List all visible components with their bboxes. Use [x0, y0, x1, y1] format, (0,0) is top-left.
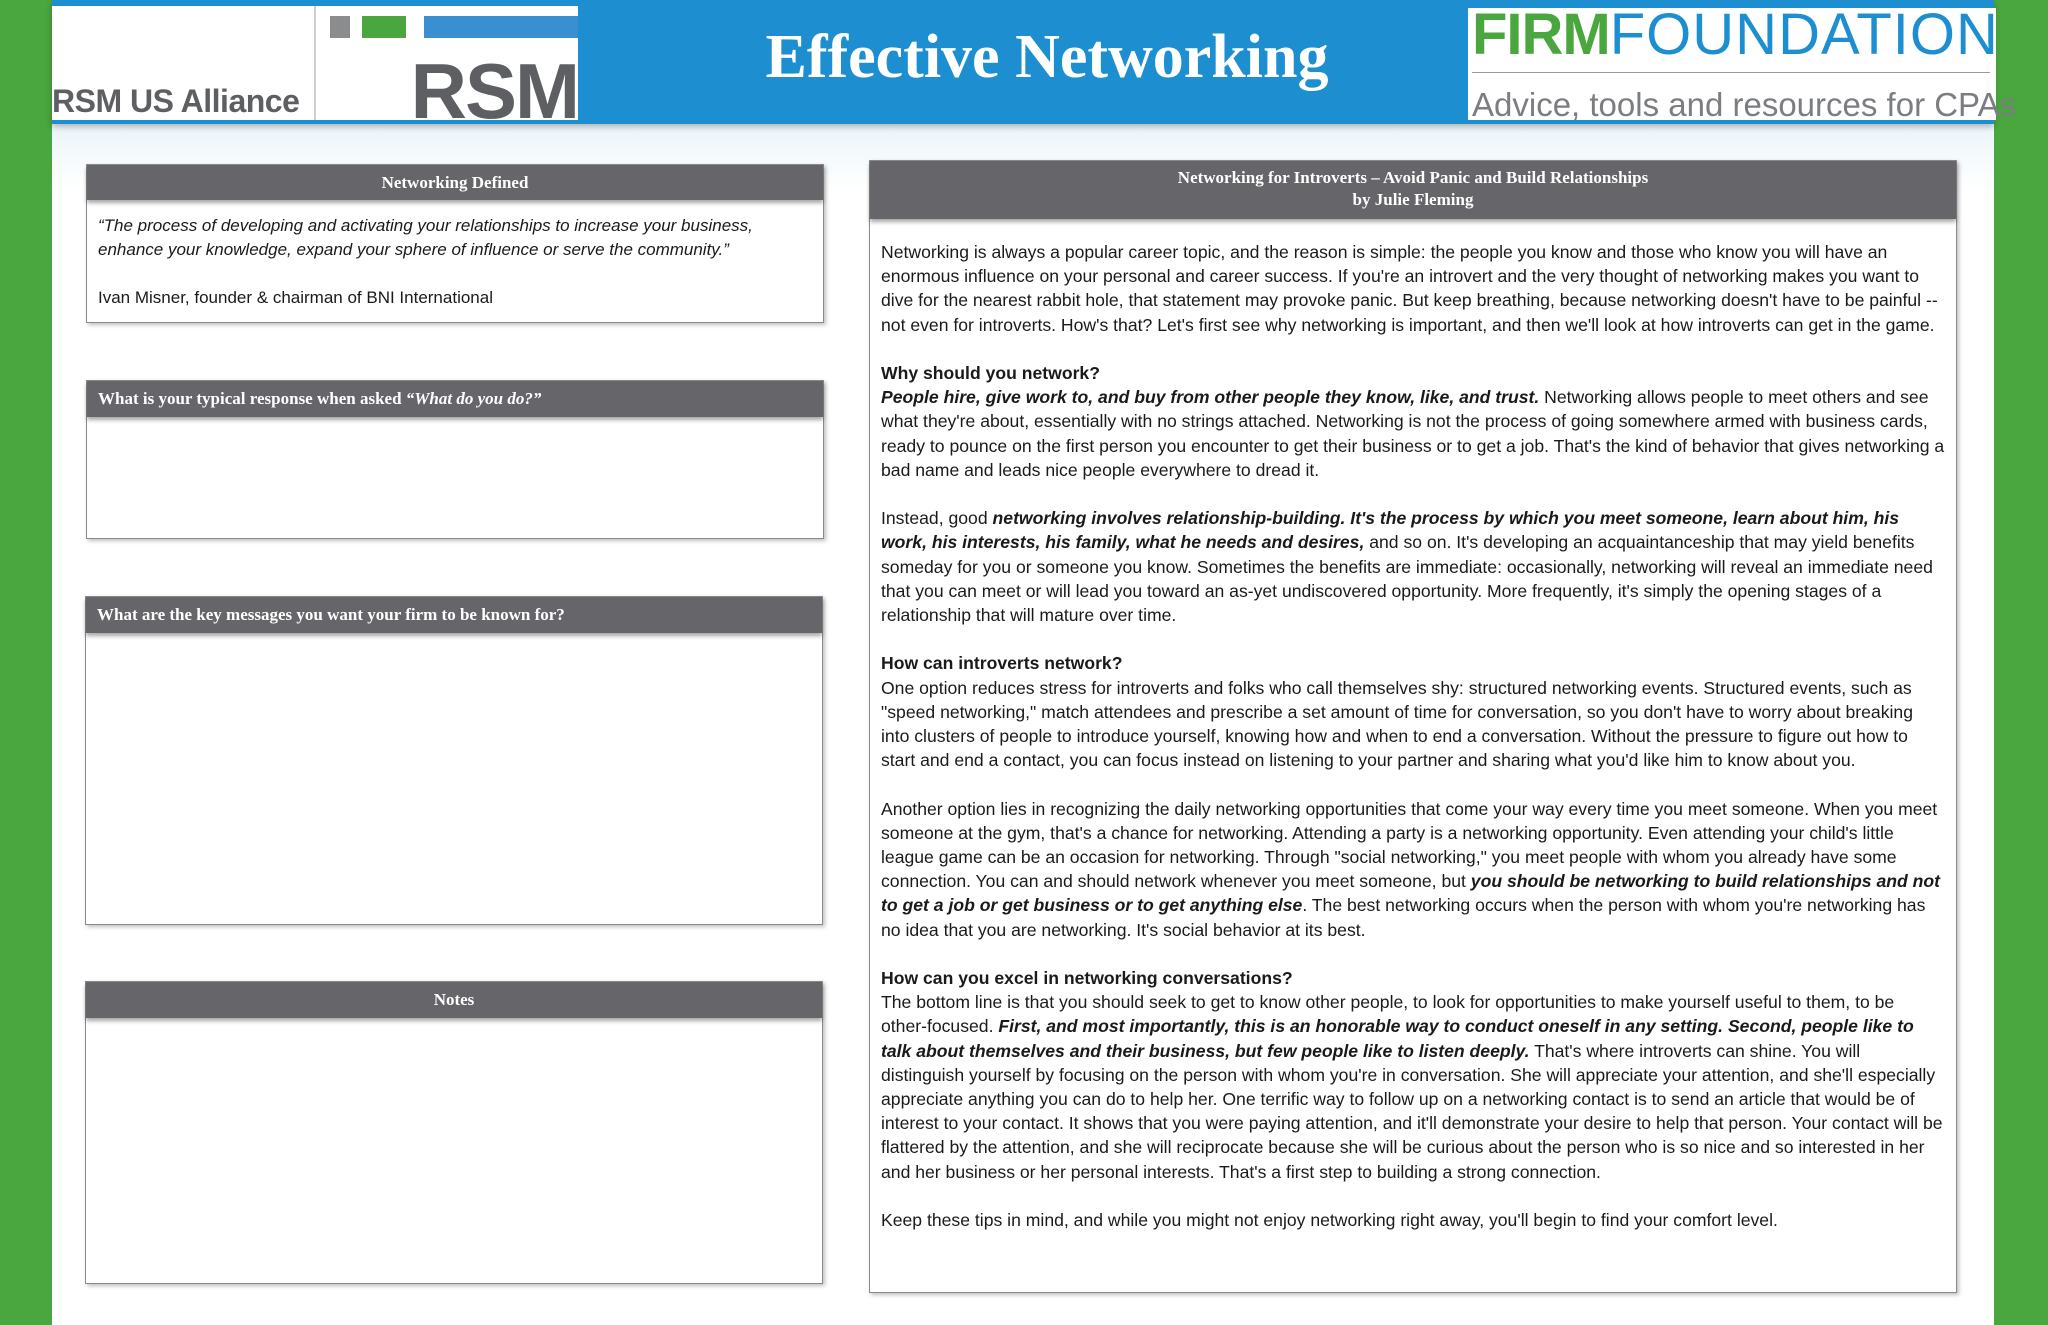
quote-attribution: Ivan Misner, founder & chairman of BNI International [98, 288, 493, 307]
rsm-us-alliance-logo [52, 6, 578, 135]
rsm-us-alliance-label: RSM US Alliance [52, 83, 300, 119]
rsm-logo-text: RSM [410, 47, 578, 135]
article-text: That's where introverts can shine. You will distinguish yourself by focusing on the person with whom you're in conversation. She will appreciate your attention, and she'll especially appreciate anything you can do to help her. One terrific way to follow up on a networking contact is to send an article that would be of interest to your contact. It shows that you were paying attention, and it'll demonstrate your desire to help that person. Your contact will be flattered by the attention, and she will reciprocate because she will be curious about the person who is so nice and so interested in her and her business or her personal interests. That's a first step to building a strong connection. [881, 1040, 1943, 1182]
article-panel [869, 160, 1957, 1293]
article-body [870, 219, 1956, 1232]
section-heading-why: Why should you network? [881, 363, 1100, 383]
article-section-why [881, 361, 1945, 482]
article-paragraph: Networking is always a popular career topic, and the reason is simple: the people you know and those who know you will have an enormous influence on your personal and career success. If you're an introvert and the very thought of networking makes you want to dive for the nearest rabbit hole, that statement may provoke panic. But keep breathing, because networking doesn't have to be painful -- not even for introverts. How's that? Let's first see why networking is important, and then we'll look at how introverts can get in the game. [881, 242, 1938, 335]
article-text: One option reduces stress for introverts and folks who call themselves shy: structured networking events. Structured events, such as "speed networking," match attendees and prescribe a set amount of time for conversation, so you don't have to worry about breaking into clusters of people to introduce yourself, knowing how and when to end a conversation. Without the pressure to figure out how to start and end a contact, you can focus instead on listening to your partner and sharing what you'd like him to know about you. [881, 677, 1913, 771]
article-paragraph [881, 506, 1945, 627]
article-byline: by Julie Fleming [1352, 190, 1474, 209]
article-text: Networking allows people to meet others and see what they're about, essentially with no strings attached. Networking is not the process of going somewhere armed with business cards, ready to pounce on the first person you encounter to get their business or to get a job. That's the kind of behavior that gives networking a bad name and leads nice people everywhere to dread it. [881, 387, 1945, 480]
ff-foundation-text: FOUNDATION [1609, 2, 1999, 67]
article-text: Another option lies in recognizing the daily networking opportunities that come your way every time you meet someone. When you meet someone at the gym, that's a chance for networking. Attending a party is a networking opportunity. Even attending your child's little league game can be an occasion for networking. Through "social networking," you meet people with whom you already have some connection. You can and should network whenever you meet someone, but [881, 798, 1938, 892]
header-banner [52, 0, 2017, 135]
article-section-excel [881, 966, 1945, 1184]
typical-response-question: “What do you do?” [405, 389, 542, 408]
firm-foundation-logo [1468, 2, 2017, 123]
key-messages-header [86, 597, 822, 633]
ff-firm-text: FIRM [1472, 2, 1610, 67]
emphasis-text: you should be networking to build relationships and not to get a job or get business or to get anything else [881, 871, 1940, 916]
article-title: Networking for Introverts – Avoid Panic and Build Relationships [1177, 168, 1649, 187]
typical-response-title: What is your typical response when asked [98, 389, 406, 408]
article-text: Instead, good [881, 508, 993, 529]
typical-response-header [87, 381, 823, 417]
networking-defined-body [87, 200, 823, 324]
article-paragraph: Keep these tips in mind, and while you might not enjoy networking right away, you'll begin to find your comfort level. [881, 1210, 1778, 1231]
article-header [870, 161, 1956, 219]
networking-quote: “The process of developing and activating your relationships to increase your business, enhance your knowledge, expand your sphere of influence or serve the community.” [98, 216, 753, 259]
article-text: and so on. It's developing an acquaintanceship that may yield benefits someday for you or someone you know. Sometimes the benefits are immediate: occasionally, networking will reveal an immediate need that you can meet or will lead you toward an as-yet undiscovered opportunity. More frequently, it's simply the opening stages of a relationship that will mature over time. [881, 532, 1933, 626]
rsm-gray-square [330, 16, 350, 38]
key-messages-title: What are the key messages you want your firm to be known for? [97, 605, 565, 624]
article-text: . The best networking occurs when the person with whom you're networking has no idea that you are networking. It's social behavior at its best. [881, 895, 1926, 940]
key-messages-panel[interactable] [85, 596, 823, 925]
rsm-green-bar [362, 16, 406, 38]
notes-header [86, 982, 822, 1018]
emphasis-text: First, and most importantly, this is an honorable way to conduct oneself in any setting. Second, people like to talk about themselves and their business, but few people like to listen deeply. [881, 1016, 1914, 1061]
article-section-how [881, 651, 1945, 772]
emphasis-text: People hire, give work to, and buy from other people they know, like, and trust. [881, 387, 1540, 408]
page-title: Effective Networking [765, 23, 1329, 91]
networking-defined-panel [86, 164, 824, 323]
notes-title: Notes [433, 990, 475, 1009]
notes-panel[interactable] [85, 981, 823, 1284]
typical-response-panel[interactable] [86, 380, 824, 539]
section-heading-how: How can introverts network? [881, 653, 1123, 674]
networking-defined-header [87, 165, 823, 200]
ff-tagline: Advice, tools and resources for CPAs [1472, 86, 2017, 123]
logo-divider [314, 6, 316, 120]
networking-defined-title: Networking Defined [381, 173, 529, 192]
emphasis-text: networking involves relationship-building. It's the process by which you meet someone, learn about him, his work, his interests, his family, what he needs and desires, [881, 508, 1900, 553]
article-text: The bottom line is that you should seek to get to know other people, to look for opportunities to make yourself useful to them, to be other-focused. [881, 992, 1895, 1037]
rsm-blue-bar [424, 16, 578, 38]
section-heading-excel: How can you excel in networking conversations? [881, 968, 1293, 989]
article-paragraph [881, 797, 1945, 942]
firm-foundation-wordmark [1472, 2, 1999, 67]
ff-rule [1472, 72, 1990, 73]
